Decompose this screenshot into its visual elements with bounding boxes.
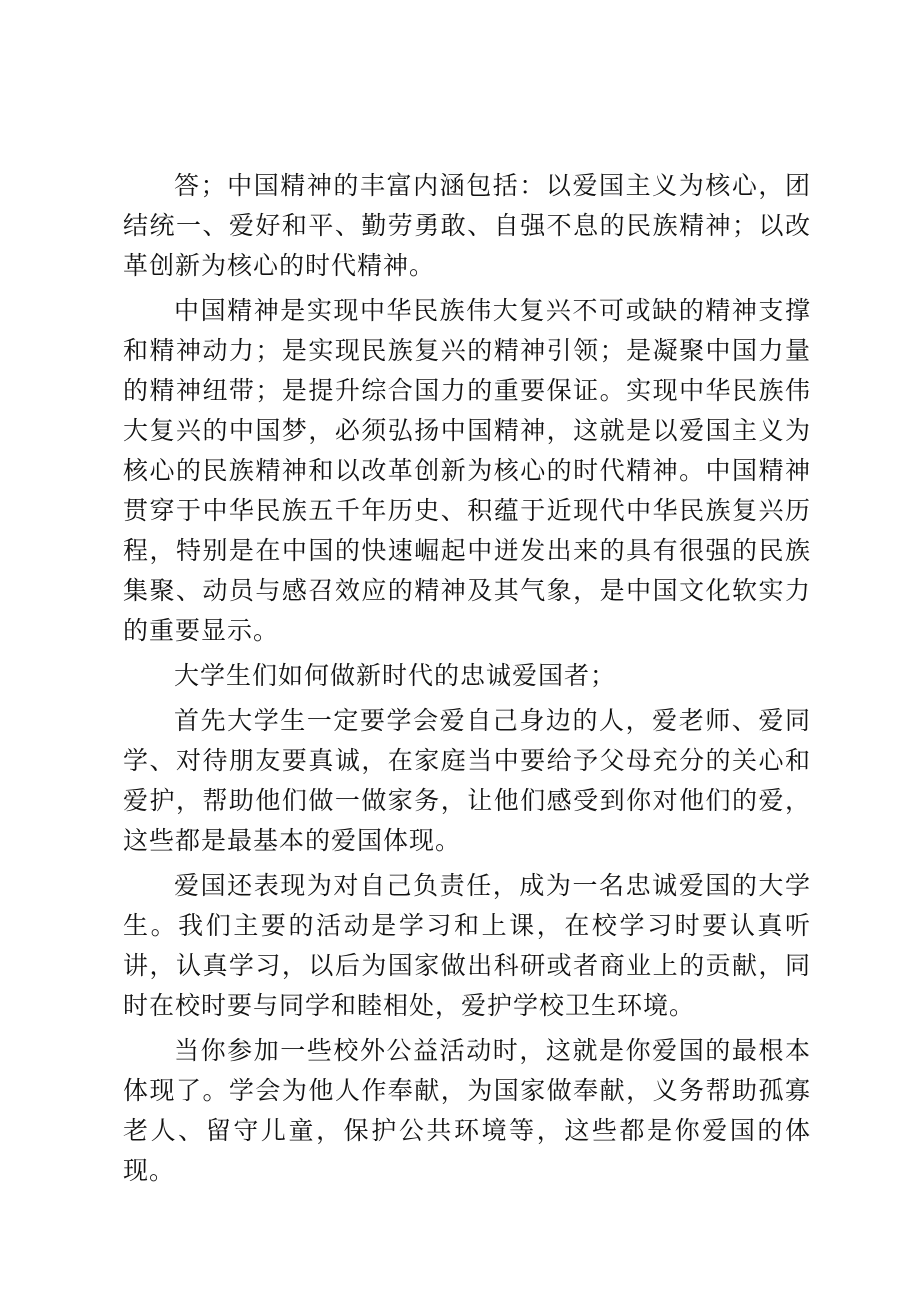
paragraph-public-welfare: 当你参加一些校外公益活动时，这就是你爱国的最根本体现了。学会为他人作奉献，为国家做奉献，义务帮助孤寡老人、留守儿童，保护公共环境等，这些都是你爱国的体现。	[123, 1036, 811, 1185]
paragraph-love-people-around: 首先大学生一定要学会爱自己身边的人，爱老师、爱同学、对待朋友要真诚，在家庭当中要给予父母充分的关心和爱护，帮助他们做一做家务，让他们感受到你对他们的爱，这些都是最基本的爱国体现。	[123, 706, 811, 855]
paragraph-answer-spirit-contents: 答；中国精神的丰富内涵包括：以爱国主义为核心，团结统一、爱好和平、勤劳勇敢、自强不息的民族精神；以改革创新为核心的时代精神。	[123, 171, 811, 280]
paragraph-question-loyal-patriot: 大学生们如何做新时代的忠诚爱国者；	[174, 661, 617, 690]
document-body	[123, 166, 811, 1196]
paragraph-chinese-spirit-significance: 中国精神是实现中华民族伟大复兴不可或缺的精神支撑和精神动力；是实现民族复兴的精神引领；是凝聚中国力量的精神纽带；是提升综合国力的重要保证。实现中华民族伟大复兴的中国梦，必须弘扬中国精神，这就是以爱国主义为核心的民族精神和以改革创新为核心的时代精神。中国精神贯穿于中华民族五千年历史、积蕴于近现代中华民族复兴历程，特别是在中国的快速崛起中迸发出来的具有很强的民族集聚、动员与感召效应的精神及其气象，是中国文化软实力的重要显示。	[123, 296, 811, 645]
paragraph-responsibility-study: 爱国还表现为对自己负责任，成为一名忠诚爱国的大学生。我们主要的活动是学习和上课，在校学习时要认真听讲，认真学习，以后为国家做出科研或者商业上的贡献，同时在校时要与同学和睦相处，爱护学校卫生环境。	[123, 871, 811, 1020]
